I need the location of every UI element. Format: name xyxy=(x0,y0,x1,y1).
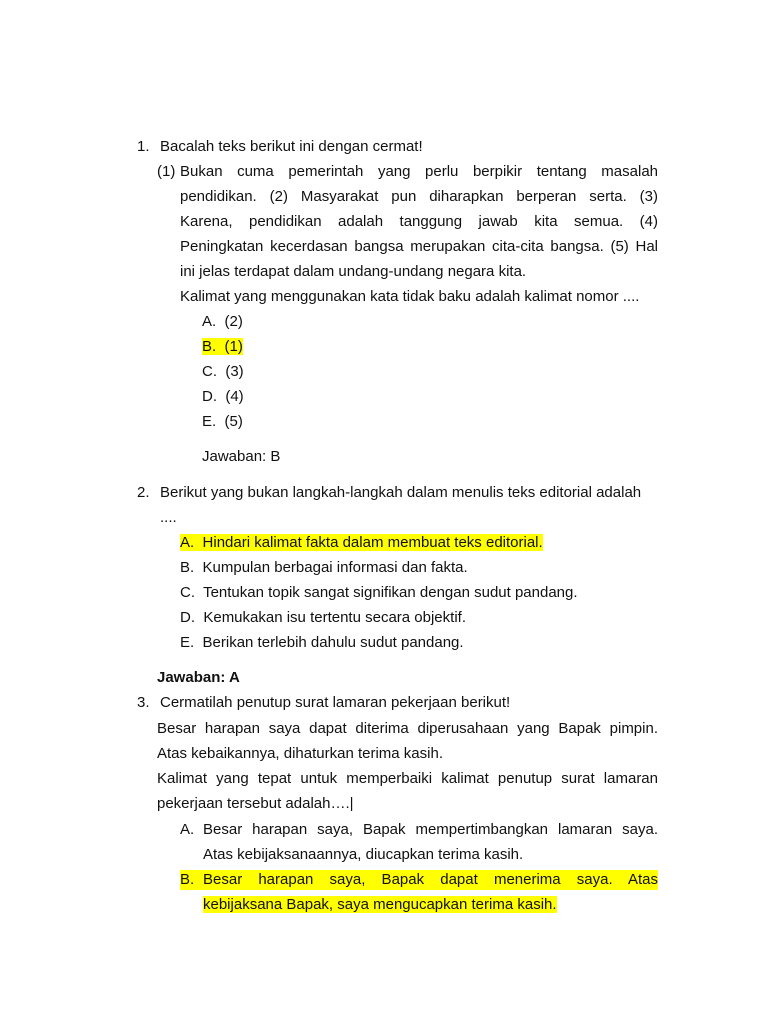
option-text: (4) xyxy=(225,388,244,405)
option-text: (5) xyxy=(224,413,243,430)
option-text: Berikan terlebih dahulu sudut pandang. xyxy=(202,634,464,651)
option-letter: B. xyxy=(180,559,195,576)
passage-line: Karena, pendidikan adalah tanggung jawab kita semua. (4) xyxy=(180,213,658,230)
option-letter: E. xyxy=(202,413,217,430)
question-text-continued: pekerjaan tersebut adalah….| xyxy=(157,795,354,812)
option-a: Besar harapan saya, Bapak mempertimbangkan lamaran saya. xyxy=(203,821,658,838)
option-a-continued: Atas kebijaksanaannya, diucapkan terima kasih. xyxy=(203,846,524,863)
passage-line: ini jelas terdapat dalam undang-undang negara kita. xyxy=(180,263,527,280)
passage-line: Besar harapan saya dapat diterima diperusahaan yang Bapak pimpin. xyxy=(157,720,658,737)
option-letter: A. xyxy=(202,313,217,330)
option-b-continued: kebijaksana Bapak, saya mengucapkan terima kasih. xyxy=(203,896,557,913)
option-c xyxy=(180,583,578,603)
question-prompt-continued: .... xyxy=(160,509,177,526)
option-c xyxy=(202,362,244,382)
question-prompt: Bacalah teks berikut ini dengan cermat! xyxy=(160,138,423,155)
option-d xyxy=(202,387,244,407)
option-a xyxy=(180,533,543,553)
option-text: (1) xyxy=(224,338,243,355)
option-highlight xyxy=(202,338,243,355)
option-b xyxy=(180,558,468,578)
option-letter: C. xyxy=(180,584,195,601)
option-letter: A. xyxy=(180,534,195,551)
option-e xyxy=(180,633,464,653)
option-letter: D. xyxy=(180,609,195,626)
option-letter: D. xyxy=(202,388,217,405)
option-d xyxy=(180,608,466,628)
question-text: Kalimat yang menggunakan kata tidak baku adalah kalimat nomor .... xyxy=(180,288,640,305)
answer-text: Jawaban: B xyxy=(202,448,281,465)
option-letter: C. xyxy=(202,363,217,380)
option-highlight xyxy=(180,534,543,551)
option-text: Hindari kalimat fakta dalam membuat teks editorial. xyxy=(202,534,543,551)
option-letter: B. xyxy=(180,870,203,890)
option-letter: B. xyxy=(202,338,217,355)
option-text: (2) xyxy=(224,313,243,330)
option-a xyxy=(202,312,243,332)
answer-text: Jawaban: A xyxy=(157,669,240,686)
option-text: (3) xyxy=(225,363,244,380)
question-prompt: Cermatilah penutup surat lamaran pekerjaan berikut! xyxy=(160,694,511,711)
question-text: Kalimat yang tepat untuk memperbaiki kalimat penutup surat lamaran xyxy=(157,770,658,787)
question-number: 2. xyxy=(137,484,150,501)
passage-line: pendidikan. (2) Masyarakat pun diharapkan berperan serta. (3) xyxy=(180,188,658,205)
option-e xyxy=(202,412,243,432)
question-prompt: Berikut yang bukan langkah-langkah dalam menulis teks editorial adalah xyxy=(160,484,642,501)
option-b: Besar harapan saya, Bapak dapat menerima saya. Atas xyxy=(203,871,658,888)
option-b-continued-wrap xyxy=(203,895,557,915)
option-text: Kemukakan isu tertentu secara objektif. xyxy=(203,609,466,626)
passage-label: (1) xyxy=(157,163,176,180)
option-letter: A. xyxy=(180,821,195,838)
question-number: 3. xyxy=(137,694,150,711)
passage-line: Bukan cuma pemerintah yang perlu berpikir tentang masalah xyxy=(180,163,658,180)
option-letter: E. xyxy=(180,634,195,651)
option-b xyxy=(202,337,243,357)
option-text: Tentukan topik sangat signifikan dengan sudut pandang. xyxy=(203,584,578,601)
passage-line: Peningkatan kecerdasan bangsa merupakan cita-cita bangsa. (5) Hal xyxy=(180,238,658,255)
passage-line: Atas kebaikannya, dihaturkan terima kasih. xyxy=(157,745,443,762)
question-number: 1. xyxy=(137,138,150,155)
option-text: Kumpulan berbagai informasi dan fakta. xyxy=(202,559,468,576)
